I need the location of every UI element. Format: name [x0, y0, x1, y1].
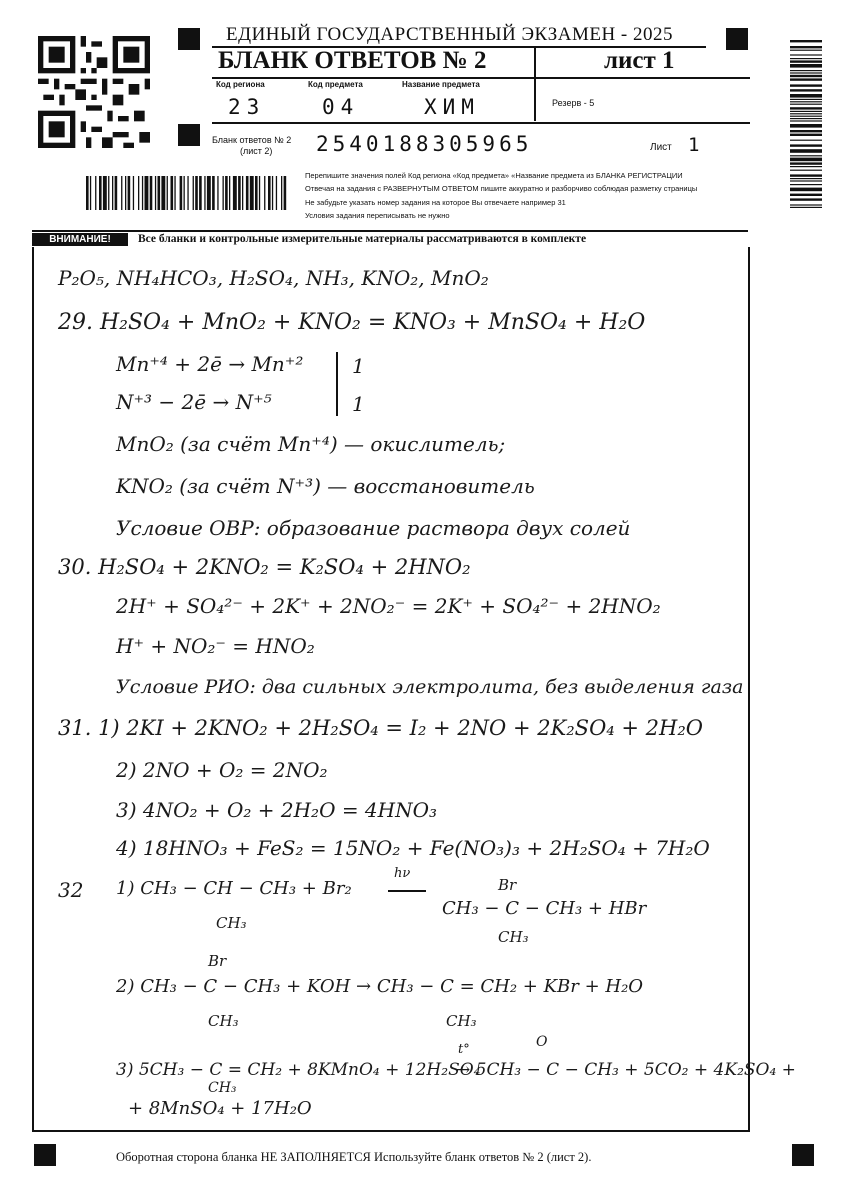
answer-line: 1 — [352, 392, 365, 416]
registration-marker — [34, 1144, 56, 1166]
answer-line: P₂O₅, NH₄HCO₃, H₂SO₄, NH₃, KNO₂, MnO₂ — [58, 266, 489, 290]
registration-marker — [178, 28, 200, 50]
answer-line: CH₃ — [498, 928, 529, 946]
sheet-title: лист 1 — [604, 47, 675, 74]
exam-title: ЕДИНЫЙ ГОСУДАРСТВЕННЫЙ ЭКЗАМЕН - 2025 — [226, 24, 673, 45]
answer-line: KNO₂ (за счёт N⁺³) — восстановитель — [116, 474, 535, 498]
sheet-value: 1 — [688, 134, 700, 156]
horizontal-barcode — [86, 176, 288, 210]
form-number: 2540188305965 — [316, 132, 533, 156]
registration-marker — [178, 124, 200, 146]
reserve-text: Резерв - 5 — [552, 98, 595, 108]
sheet-label: Лист — [650, 142, 672, 153]
subject-name-value: ХИМ — [424, 95, 480, 119]
answer-line: 1) CH₃ − CH − CH₃ + Br₂ — [116, 878, 352, 899]
warning-badge — [32, 233, 128, 246]
region-label: Код региона — [216, 80, 265, 89]
answer-line: hν — [394, 866, 411, 881]
answer-line: 4) 18HNO₃ + FeS₂ = 15NO₂ + Fe(NO₃)₃ + 2H₂SO₄ + 7H₂O — [116, 836, 710, 860]
subject-name-label: Название предмета — [402, 80, 480, 89]
footer-note: Оборотная сторона бланка НЕ ЗАПОЛНЯЕТСЯ Используйте бланк ответов № 2 (лист 2). — [116, 1150, 592, 1164]
answer-line: 2) CH₃ − C − CH₃ + KOH → CH₃ − C = CH₂ + KBr + H₂O — [116, 976, 644, 997]
answer-line: CH₃ — [446, 1012, 477, 1030]
answer-line: 3) 4NO₂ + O₂ + 2H₂O = 4HNO₃ — [116, 798, 438, 822]
answer-line: 32 — [58, 878, 84, 902]
answer-line: 2) 2NO + O₂ = 2NO₂ — [116, 758, 328, 782]
answer-line: H⁺ + NO₂⁻ = HNO₂ — [116, 634, 315, 658]
answer-line: t° — [458, 1042, 470, 1057]
subject-code-label: Код предмета — [308, 80, 363, 89]
answer-line: O — [536, 1034, 548, 1050]
form-ref-label: Бланк ответов № 2 — [212, 135, 292, 145]
answer-line: N⁺³ − 2ē → N⁺⁵ — [116, 390, 272, 414]
answer-line: CH₃ — [208, 1080, 237, 1096]
answer-line: 30. H₂SO₄ + 2KNO₂ = K₂SO₄ + 2HNO₂ — [58, 555, 471, 579]
answer-line: MnO₂ (за счёт Mn⁺⁴) — окислитель; — [116, 432, 506, 456]
form-ref-sublabel: (лист 2) — [240, 146, 273, 156]
answer-line: 1 — [352, 354, 365, 378]
answer-line: Br — [208, 952, 227, 970]
answer-line: 31. 1) 2KI + 2KNO₂ + 2H₂SO₄ = I₂ + 2NO + 2K₂SO₄ + 2H₂O — [58, 716, 703, 740]
answer-line: Условие РИО: два сильных электролита, без выделения газа — [116, 676, 744, 698]
qr-code — [38, 36, 150, 148]
form-title: БЛАНК ОТВЕТОВ № 2 — [218, 47, 487, 74]
answer-line: 3) 5CH₃ − C = CH₂ + 8KMnO₄ + 12H₂SO₄ — [116, 1060, 481, 1080]
answer-line: CH₃ — [208, 1012, 239, 1030]
instruction-line: Перепишите значения полей Код региона «Код предмета» «Название предмета из БЛАНКА РЕГИСТРАЦИИ — [305, 171, 683, 180]
instruction-line: Отвечая на задания с РАЗВЕРНУТЫМ ОТВЕТОМ пишите аккуратно и разборчиво соблюдая разметку страницы — [305, 184, 698, 193]
registration-marker — [792, 1144, 814, 1166]
subject-code-value: 04 — [322, 95, 360, 119]
answer-line: Mn⁺⁴ + 2ē → Mn⁺² — [116, 352, 304, 376]
warning-text: Все бланки и контрольные измерительные материалы рассматриваются в комплекте — [138, 233, 587, 245]
instruction-line: Условия задания переписывать не нужно — [305, 211, 450, 220]
registration-marker — [726, 28, 748, 50]
answer-line: Условие ОВР: образование раствора двух солей — [116, 516, 631, 540]
warning-badge-text: ВНИМАНИЕ! — [49, 234, 111, 245]
region-value: 23 — [228, 95, 266, 119]
instruction-line: Не забудьте указать номер задания на которое Вы отвечаете например 31 — [305, 198, 566, 207]
vertical-barcode — [790, 40, 822, 210]
answer-line: CH₃ − C − CH₃ + HBr — [442, 898, 647, 919]
answer-line: Br — [498, 876, 517, 894]
answer-line: 2H⁺ + SO₄²⁻ + 2K⁺ + 2NO₂⁻ = 2K⁺ + SO₄²⁻ + 2HNO₂ — [116, 594, 661, 618]
answer-line: CH₃ — [216, 914, 247, 932]
answer-line: 29. H₂SO₄ + MnO₂ + KNO₂ = KNO₃ + MnSO₄ + H₂O — [58, 310, 646, 335]
answer-line: → 5CH₃ − C − CH₃ + 5CO₂ + 4K₂SO₄ + — [456, 1060, 796, 1080]
answer-line: + 8MnSO₄ + 17H₂O — [128, 1098, 312, 1119]
